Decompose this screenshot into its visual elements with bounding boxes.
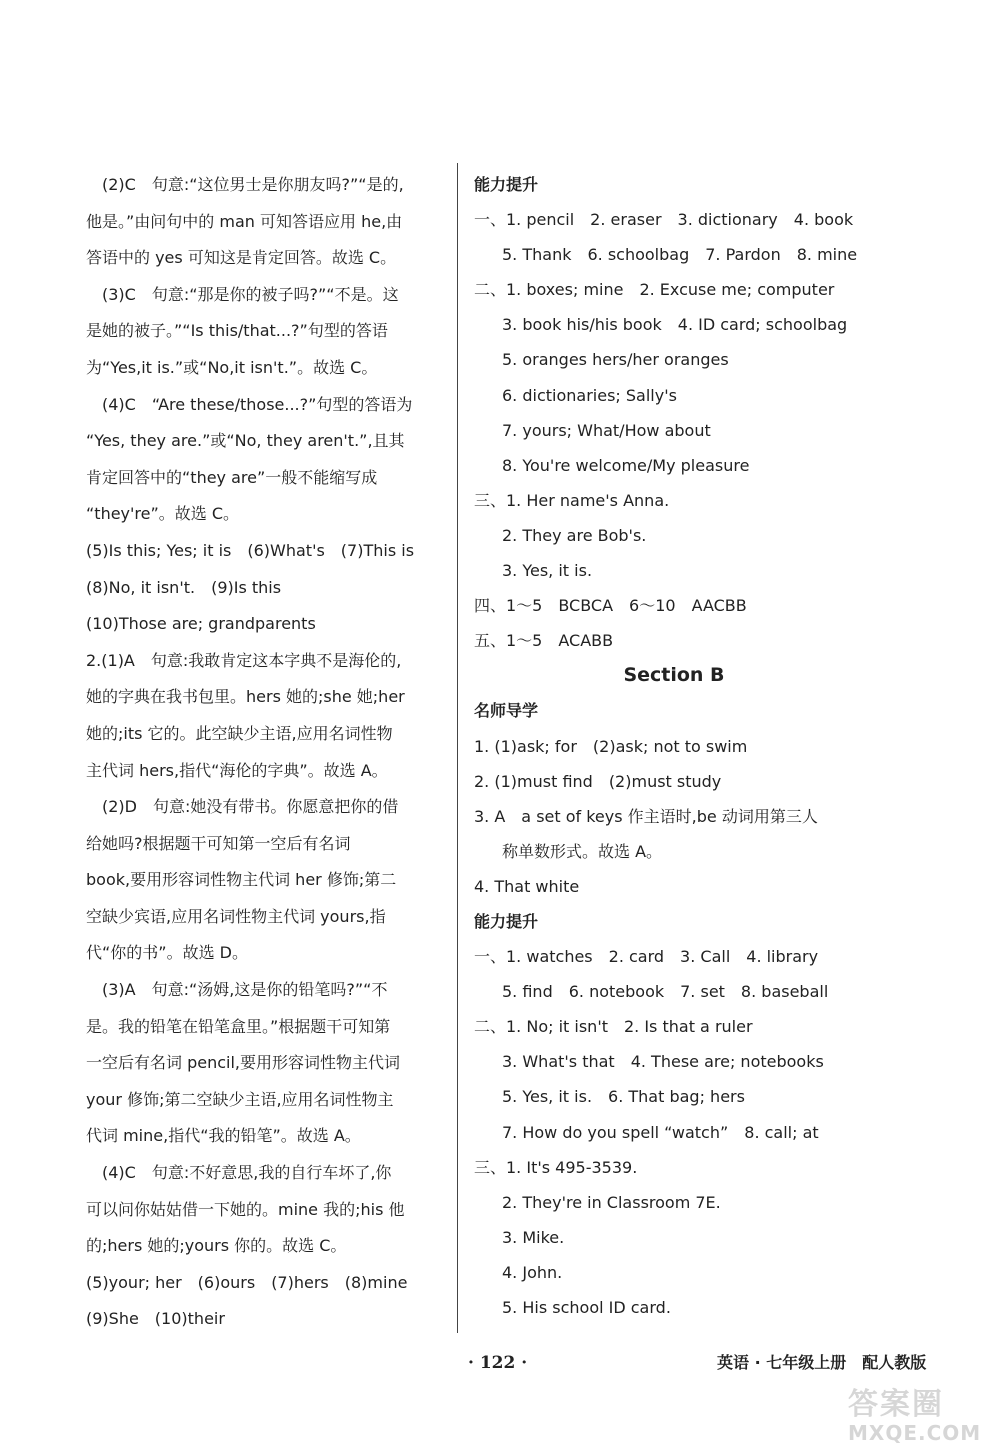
answer-line: 7. How do you spell “watch” 8. call; at (502, 1122, 819, 1142)
answer-line: 她的字典在我书包里。hers 她的;she 她;her (86, 687, 405, 707)
answer-line: “they're”。故选 C。 (86, 504, 240, 524)
answer-line: (3)C 句意:“那是你的被子吗?”“不是。这 (102, 284, 399, 304)
answer-line: 一空后有名词 pencil,要用形容词性物主代词 (86, 1053, 401, 1073)
answer-line: 6. dictionaries; Sally's (502, 385, 677, 405)
answer-line: 代“你的书”。故选 D。 (86, 943, 248, 963)
answer-line: 三、1. Her name's Anna. (474, 490, 670, 510)
answer-line: 空缺少宾语,应用名词性物主代词 yours,指 (86, 906, 386, 926)
page-number: · 122 · (468, 1353, 528, 1373)
answer-line: 一、1. watches 2. card 3. Call 4. library (474, 947, 819, 967)
answer-line: 称单数形式。故选 A。 (502, 841, 663, 861)
answer-line: (10)Those are; grandparents (86, 614, 316, 634)
answer-line: (8)No, it isn't. (9)Is this (86, 577, 282, 597)
answer-line: (3)A 句意:“汤姆,这是你的铅笔吗?”“不 (102, 980, 388, 1000)
section-heading: 能力提升 (474, 175, 539, 194)
answer-line: 是。我的铅笔在铅笔盒里。”根据题干可知第 (86, 1016, 391, 1036)
answer-line: 3. Mike. (502, 1227, 565, 1247)
answer-line: 5. find 6. notebook 7. set 8. baseball (502, 982, 829, 1002)
answer-line: 2. They're in Classroom 7E. (502, 1192, 721, 1212)
answer-line: 3. Yes, it is. (502, 561, 593, 581)
answer-line: 给她吗?根据题干可知第一空后有名词 (86, 833, 351, 853)
right-column (474, 167, 874, 1325)
answer-line: 是她的被子。”“Is this/that...?”句型的答语 (86, 321, 388, 341)
watermark-bottom: MXQE.COM (848, 1421, 982, 1445)
answer-line: 的;hers 她的;yours 你的。故选 C。 (86, 1236, 347, 1256)
answer-line: 2. (1)must find (2)must study (474, 771, 722, 791)
answer-line: 5. Yes, it is. 6. That bag; hers (502, 1087, 745, 1107)
answer-line: 7. yours; What/How about (502, 420, 711, 440)
answer-line: 3. book his/his book 4. ID card; schoolbag (502, 315, 848, 335)
section-title: Section B (623, 664, 725, 687)
left-column (86, 167, 446, 1338)
answer-line: 3. A a set of keys 作主语时,be 动词用第三人 (474, 806, 818, 826)
answer-line: “Yes, they are.”或“No, they aren't.”,且其 (86, 431, 405, 451)
answer-line: 肯定回答中的“they are”一般不能缩写成 (86, 467, 378, 487)
answer-line: 可以问你姑姑借一下她的。mine 我的;his 他 (86, 1199, 405, 1219)
watermark-logo (848, 1388, 988, 1446)
answer-line: 一、1. pencil 2. eraser 3. dictionary 4. book (474, 210, 854, 230)
answer-line: 4. That white (474, 876, 580, 896)
answer-line: (5)your; her (6)ours (7)hers (8)mine (86, 1272, 408, 1292)
answer-line: your 修饰;第二空缺少主语,应用名词性物主 (86, 1089, 394, 1109)
answer-line: (9)She (10)their (86, 1309, 225, 1329)
section-heading: 名师导学 (474, 701, 539, 721)
column-divider (457, 163, 458, 1333)
answer-line: 5. Thank 6. schoolbag 7. Pardon 8. mine (502, 245, 858, 265)
answer-line: (2)D 句意:她没有带书。你愿意把你的借 (102, 797, 399, 817)
answer-line: (4)C 句意:不好意思,我的自行车坏了,你 (102, 1163, 392, 1183)
answer-line: 1. (1)ask; for (2)ask; not to swim (474, 736, 748, 756)
answer-line: 为“Yes,it is.”或“No,it isn't.”。故选 C。 (86, 357, 378, 377)
answer-line: (4)C “Are these/those...?”句型的答语为 (102, 394, 413, 414)
answer-line: 主代词 hers,指代“海伦的字典”。故选 A。 (86, 760, 388, 780)
answer-line: 二、1. No; it isn't 2. Is that a ruler (474, 1017, 753, 1037)
answer-line: 五、1～5 ACABB (474, 631, 614, 651)
answer-line: (5)Is this; Yes; it is (6)What's (7)This is (86, 540, 415, 560)
section-heading: 能力提升 (474, 911, 539, 931)
answer-line: (2)C 句意:“这位男士是你朋友吗?”“是的, (102, 175, 404, 194)
answer-line: 2. They are Bob's. (502, 525, 647, 545)
answer-line: 三、1. It's 495-3539. (474, 1157, 638, 1177)
watermark-top: 答案圈 (848, 1387, 944, 1422)
answer-line: 代词 mine,指代“我的铅笔”。故选 A。 (86, 1126, 361, 1146)
answer-line: 二、1. boxes; mine 2. Excuse me; computer (474, 280, 835, 300)
answer-line: book,要用形容词性物主代词 her 修饰;第二 (86, 870, 397, 890)
answer-line: 3. What's that 4. These are; notebooks (502, 1052, 824, 1072)
answer-line: 5. His school ID card. (502, 1298, 671, 1317)
page-footer (0, 1348, 1000, 1378)
answer-line: 答语中的 yes 可知这是肯定回答。故选 C。 (86, 248, 397, 268)
answer-line: 4. John. (502, 1262, 563, 1282)
answer-line: 8. You're welcome/My pleasure (502, 455, 750, 475)
answer-line: 2.(1)A 句意:我敢肯定这本字典不是海伦的, (86, 650, 402, 670)
book-info: 英语 · 七年级上册 配人教版 (717, 1353, 927, 1372)
answer-line: 他是。”由问句中的 man 可知答语应用 he,由 (86, 211, 403, 231)
answer-line: 四、1～5 BCBCA 6～10 AACBB (474, 596, 747, 616)
answer-line: 她的;its 它的。此空缺少主语,应用名词性物 (86, 723, 393, 743)
answer-line: 5. oranges hers/her oranges (502, 350, 729, 370)
